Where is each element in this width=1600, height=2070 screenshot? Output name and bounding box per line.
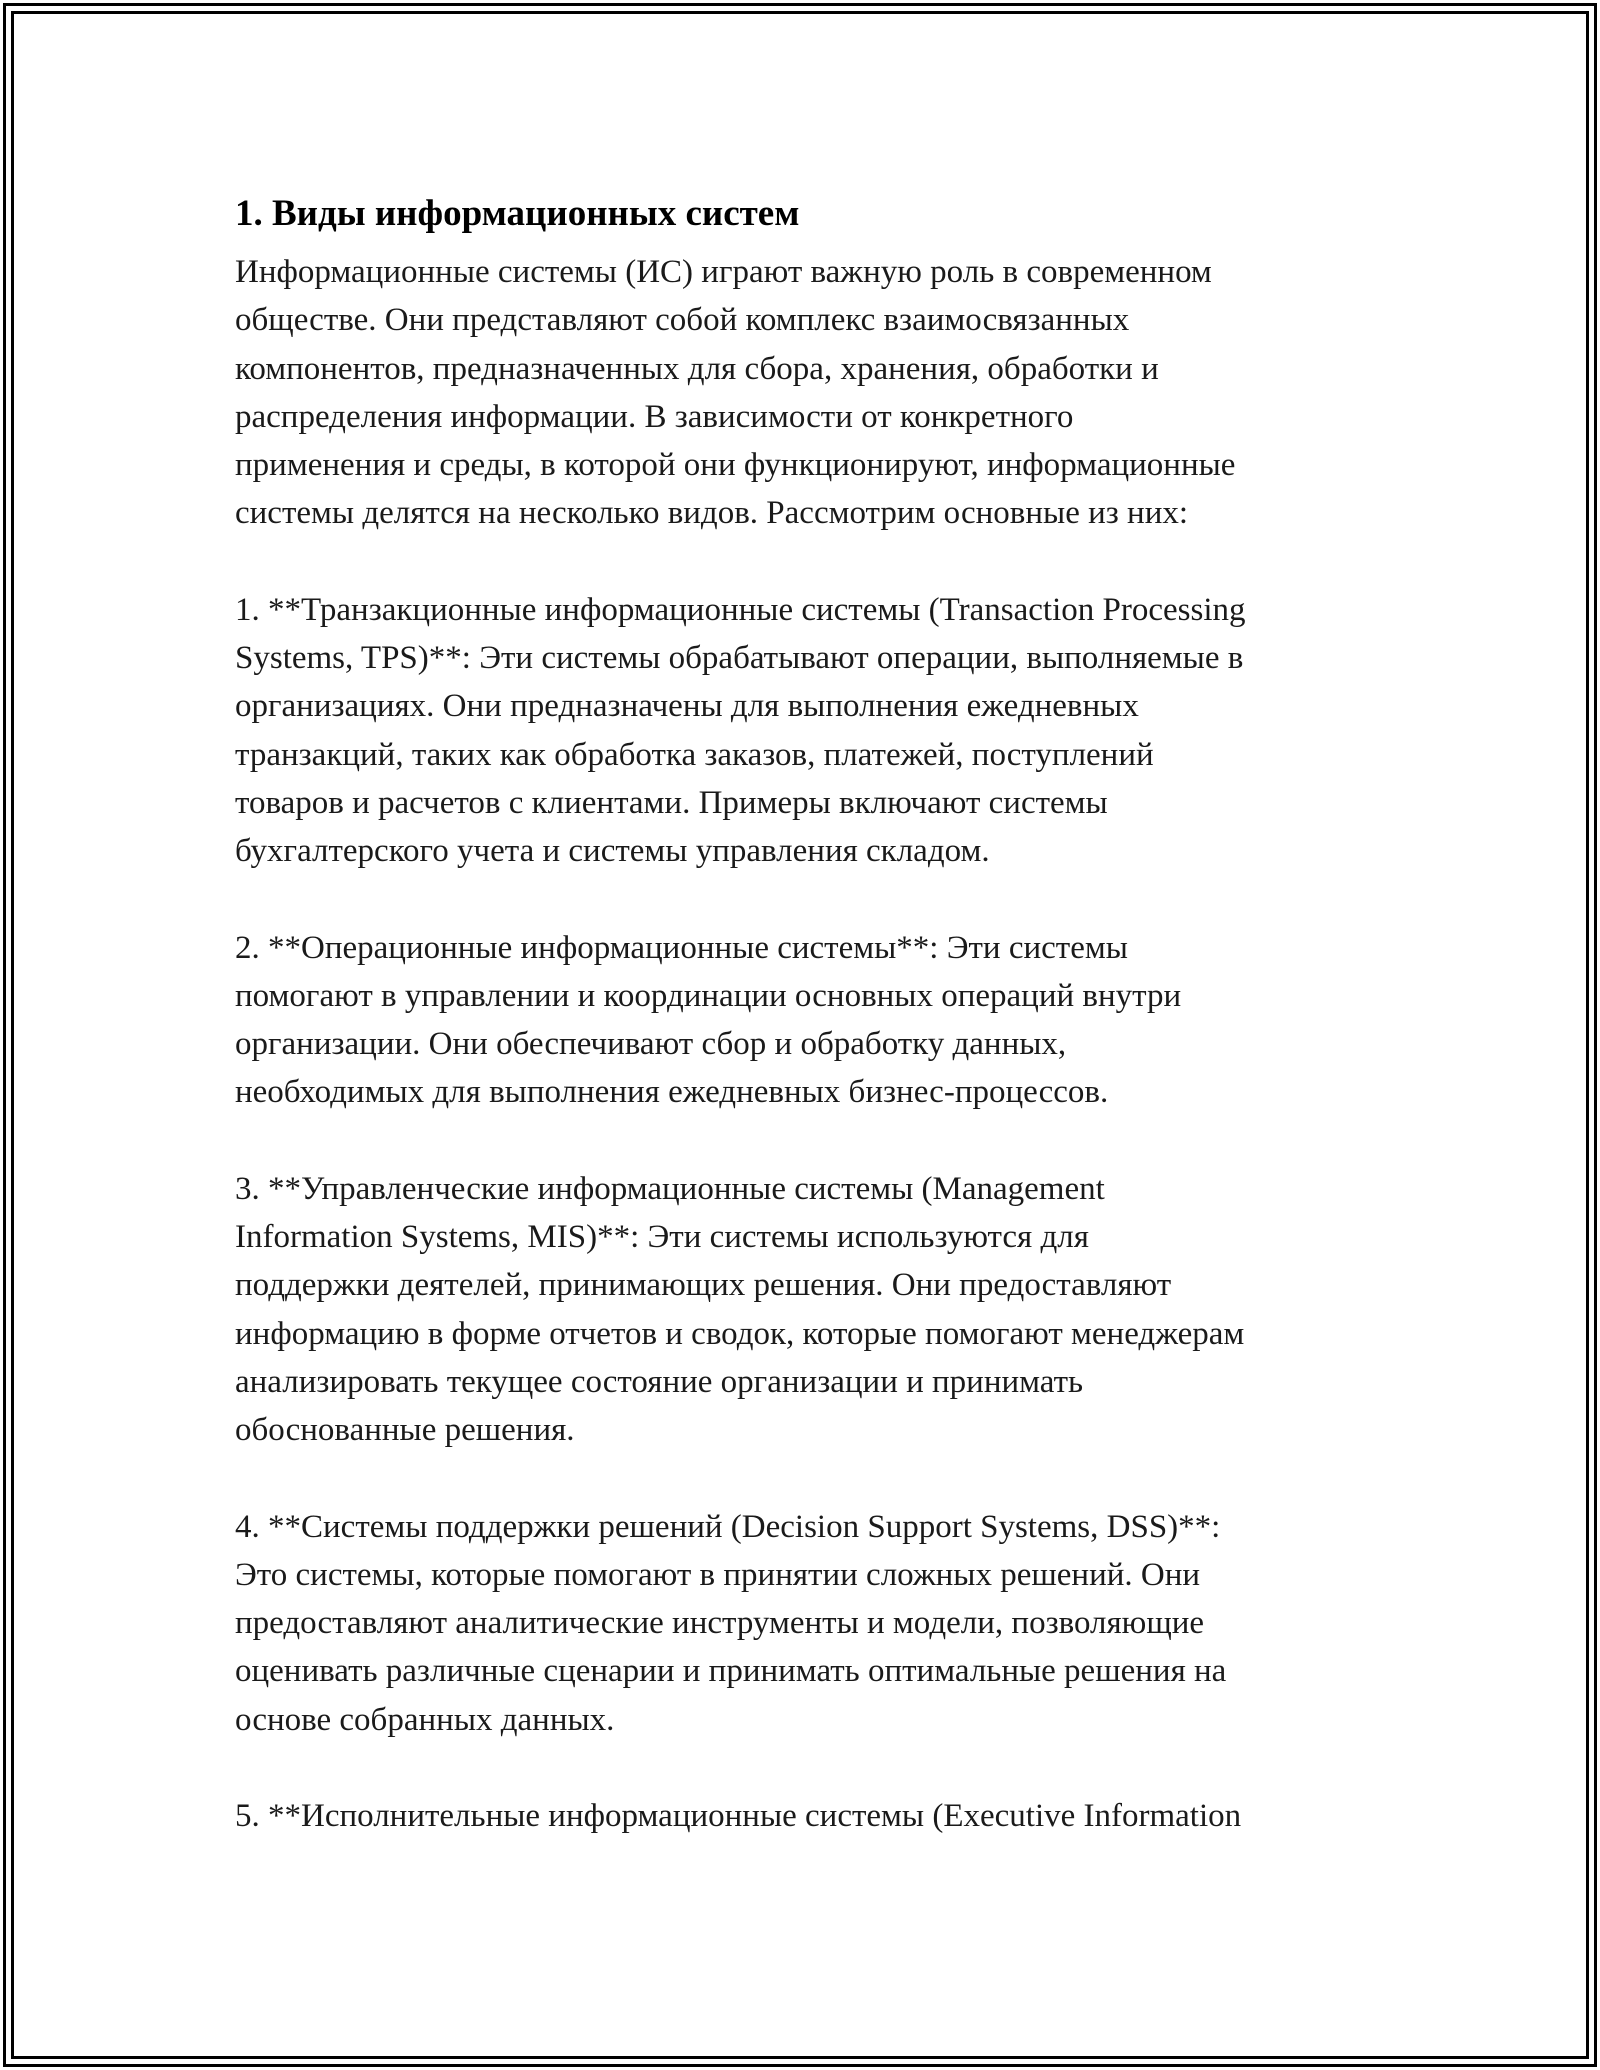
list-item-tps: 1. **Транзакционные информационные системы (Transaction Processing Systems, TPS)**: Эти системы обрабатывают операции, выполняемые в организациях. Они предназначены для выполнения ежедневных транзакций, таких как обработка заказов, платежей, поступлений товаров и расчетов с клиентами. Примеры включают системы бухгалтерского учета и системы управления складом. — [235, 591, 1246, 870]
list-item-dss: 4. **Системы поддержки решений (Decision Support Systems, DSS)**: Это системы, которые помогают в принятии сложных решений. Они предоставляют аналитические инструменты и модели, позволяющие оценивать различные сценарии и принимать оптимальные решения на основе собранных данных. — [235, 1508, 1227, 1738]
section-heading: 1. Виды информационных систем — [235, 193, 800, 234]
list-item-mis: 3. **Управленческие информационные системы (Management Information Systems, MIS)**: Эти системы используются для поддержки деятелей, принимающих решения. Они предоставляют информацию в форме отчетов и сводок, которые помогают менеджерам анализировать текущее состояние организации и принимать обоснованные решения. — [235, 1170, 1245, 1449]
list-item-operational: 2. **Операционные информационные системы**: Эти системы помогают в управлении и координации основных операций внутри организации. Они обеспечивают сбор и обработку данных, необходимых для выполнения ежедневных бизнес-процессов. — [235, 929, 1182, 1111]
list-item-eis: 5. **Исполнительные информационные системы (Executive Information — [235, 1798, 1242, 1835]
document-body — [235, 180, 1395, 1840]
intro-paragraph: Информационные системы (ИС) играют важную роль в современном обществе. Они представляют собой комплекс взаимосвязанных компонентов, предназначенных для сбора, хранения, обработки и распределения информации. В зависимости от конкретного применения и среды, в которой они функционируют, информационные системы делятся на несколько видов. Рассмотрим основные из них: — [235, 254, 1236, 532]
